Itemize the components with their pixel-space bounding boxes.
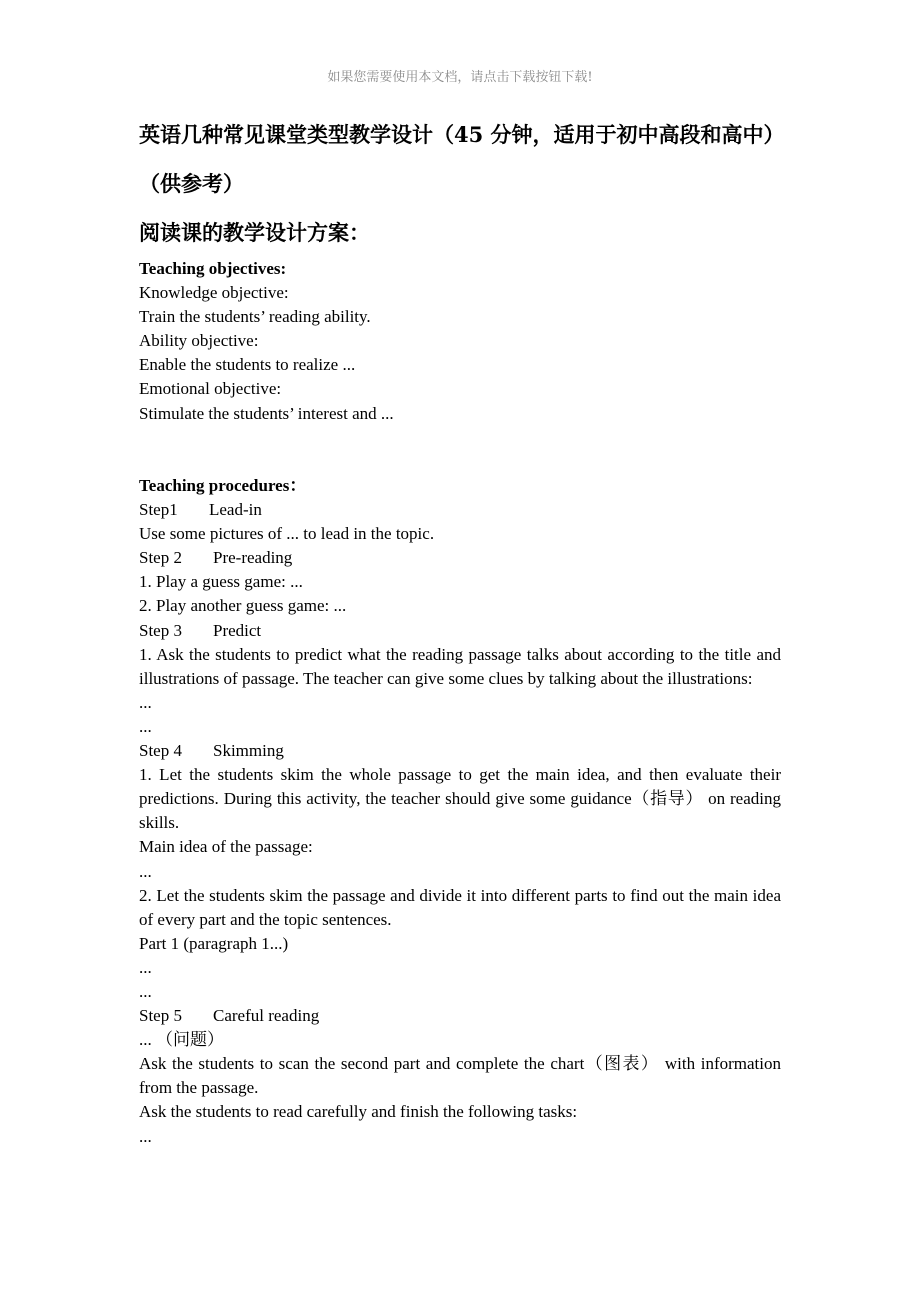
step-5-heading [139,1004,781,1028]
ellipsis-line: ... [139,861,152,881]
step-name: Predict [213,620,262,640]
objective-line: Enable the students to realize ... [139,355,356,375]
step-4-text-1: 1. Let the students skim the whole passage to get the main idea, and then evaluate their predictions. During this activity, the teacher should give some guidance（指导） on reading skills. [139,765,781,833]
step-number: Step 4 [139,741,182,761]
step-5-question: ... （问题） [139,1030,224,1050]
step-name: Pre-reading [213,548,293,568]
step-number: Step 3 [139,620,182,640]
step-name: Skimming [213,741,284,761]
step-1-heading [139,498,781,522]
step-1-text: Use some pictures of ... to lead in the topic. [139,524,435,544]
document-subtitle: （供参考） [139,171,244,196]
section-title: 阅读课的教学设计方案： [139,220,370,245]
objective-line: Train the students’ reading ability. [139,307,371,327]
step-2-item: 2. Play another guess game: ... [139,596,347,616]
document-title: 英语几种常见课堂类型教学设计（45 分钟，适用于初中高段和高中） [139,122,785,147]
procedures-heading: Teaching procedures： [139,476,307,495]
step-name: Lead-in [209,500,262,520]
step-5-text-2: Ask the students to read carefully and finish the following tasks: [139,1102,578,1122]
step-5-text-1: Ask the students to scan the second part and complete the chart（图表） with information from the passage. [139,1054,781,1098]
ellipsis-line: ... [139,1126,152,1146]
step-2-heading [139,546,781,570]
ellipsis-line: ... [139,716,152,736]
ellipsis-line: ... [139,692,152,712]
step-4-heading [139,739,781,763]
procedures-section [139,474,781,1149]
objective-line: Ability objective: [139,331,259,351]
step-4-text-2: 2. Let the students skim the passage and divide it into different parts to find out the main idea of every part and the topic sentences. [139,885,781,929]
objectives-section [139,257,781,426]
objective-line: Knowledge objective: [139,283,289,303]
ellipsis-line: ... [139,981,152,1001]
step-name: Careful reading [213,1006,320,1026]
step-3-heading [139,619,781,643]
step-number: Step1 [139,500,178,520]
part-1-label: Part 1 (paragraph 1...) [139,933,289,953]
download-notice: 如果您需要使用本文档，请点击下载按钮下载! [327,70,593,85]
ellipsis-line: ... [139,957,152,977]
step-2-item: 1. Play a guess game: ... [139,572,303,592]
objective-line: Stimulate the students’ interest and ... [139,403,394,423]
step-number: Step 5 [139,1006,182,1026]
step-number: Step 2 [139,548,182,568]
objective-line: Emotional objective: [139,379,282,399]
objectives-heading: Teaching objectives: [139,259,287,278]
main-idea-label: Main idea of the passage: [139,837,313,857]
step-3-text: 1. Ask the students to predict what the reading passage talks about according to the title and illustrations of passage. The teacher can give some clues by talking about the illustrations: [139,644,781,688]
